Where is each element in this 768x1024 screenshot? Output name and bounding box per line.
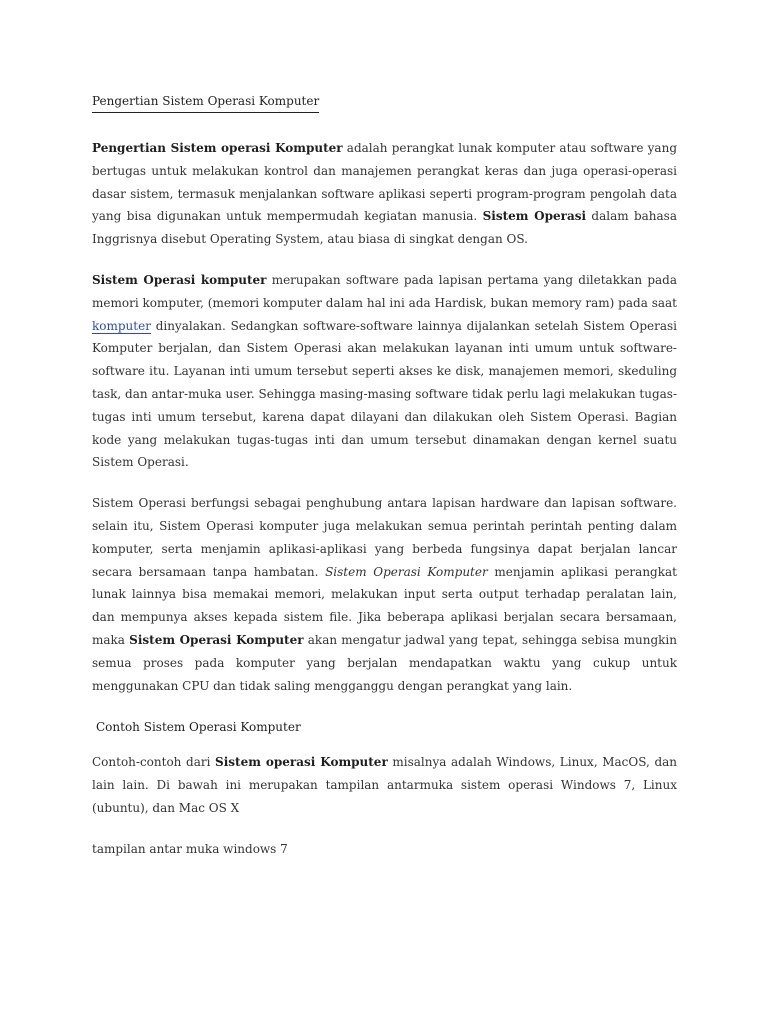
document-page — [92, 92, 677, 879]
paragraph-examples — [92, 751, 677, 819]
document-title: Pengertian Sistem Operasi Komputer — [92, 92, 319, 113]
komputer-link[interactable]: komputer — [92, 318, 151, 333]
bold-term: Sistem operasi Komputer — [215, 755, 388, 770]
paragraph-text: misalnya adalah Windows, Linux, MacOS, dan lain lain. Di bawah ini merupakan tampilan antarmuka sistem operasi Windows 7, Linux (ubuntu), dan Mac OS X — [92, 755, 678, 815]
paragraph-os-computer — [92, 269, 677, 474]
paragraph-text: menjamin aplikasi perangkat lunak lainnya bisa memakai memori, melakukan input serta output terhadap peralatan lain, dan mempunya akses kepada sistem file. Jika beberapa aplikasi berjalan secara bersamaan, maka — [92, 564, 677, 647]
paragraph-text: dinyalakan. Sedangkan software-software lainnya dijalankan setelah Sistem Operasi Komputer berjalan, dan Sistem Operasi akan melakukan layanan inti umum untuk software-software itu. Layanan inti umum tersebut seperti akses ke disk, manajemen memori, skeduling task, dan antar-muka user. Sehingga masing-masing software tidak perlu lagi melakukan tugas-tugas inti umum tersebut, karena dapat dilayani dan dilakukan oleh Sistem Operasi. Bagian kode yang melakukan tugas-tugas inti dan umum tersebut dinamakan dengan kernel suatu Sistem Operasi. — [92, 318, 677, 470]
bold-term: Sistem Operasi Komputer — [129, 632, 304, 647]
paragraph-text: Sistem Operasi berfungsi sebagai penghubung antara lapisan hardware dan lapisan software. selain itu, Sistem Operasi komputer juga melakukan semua perintah perintah penting dalam komputer, serta menjamin aplikasi-aplikasi yang berbeda fungsinya dapat berjalan lancar secara bersamaan tanpa hambatan. — [92, 496, 677, 579]
paragraph-caption: tampilan antar muka windows 7 — [92, 841, 288, 856]
paragraph-definition — [92, 137, 677, 251]
paragraph-text: Contoh-contoh dari — [92, 755, 216, 770]
paragraph-text: akan mengatur jadwal yang tepat, sehingga sebisa mungkin semua proses pada komputer yang berjalan mendapatkan waktu yang cukup untuk menggunakan CPU dan tidak saling mengganggu dengan perangkat yang lain. — [92, 632, 677, 693]
paragraph-os-function — [92, 492, 677, 697]
paragraph-text: dalam bahasa Inggrisnya disebut Operating System, atau biasa di singkat dengan OS. — [92, 209, 677, 247]
bold-term: Pengertian Sistem operasi Komputer — [92, 141, 343, 155]
subheading-examples: Contoh Sistem Operasi Komputer — [96, 720, 301, 735]
paragraph-text: adalah perangkat lunak komputer atau software yang bertugas untuk melakukan kontrol dan manajemen perangkat keras dan juga operasi-operasi dasar sistem, termasuk menjalankan software aplikasi seperti program-program pengolah data yang bisa digunakan untuk mempermudah kegiatan manusia. — [92, 141, 677, 224]
italic-term: Sistem Operasi Komputer — [325, 564, 488, 579]
bold-term: Sistem Operasi — [482, 209, 587, 224]
bold-term: Sistem Operasi komputer — [92, 272, 267, 287]
paragraph-text: merupakan software pada lapisan pertama yang diletakkan pada memori komputer, (memori komputer dalam hal ini ada Hardisk, bukan memory ram) pada saat — [92, 272, 678, 310]
